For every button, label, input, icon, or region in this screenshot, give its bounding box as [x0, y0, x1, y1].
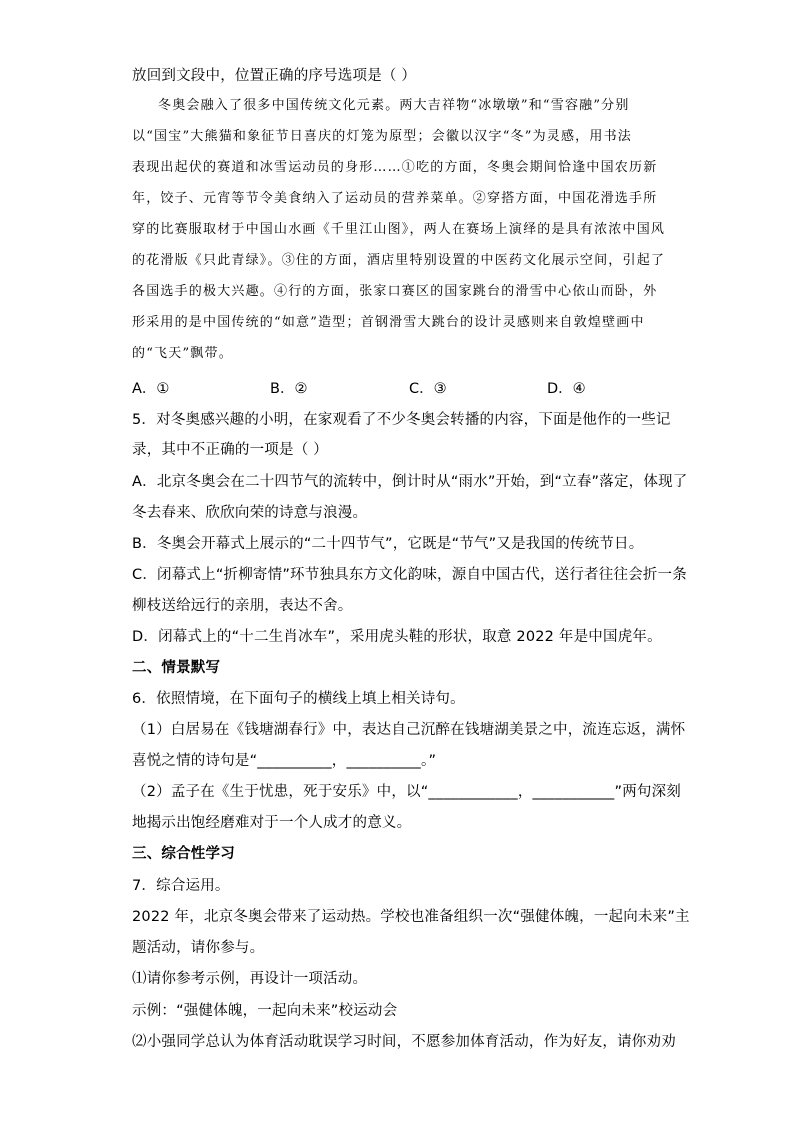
q7-stem: 7．综合运用。	[132, 878, 230, 894]
q5-option-c[interactable]: C．闭幕式上“折柳寄情”环节独具东方文化韵味，源自中国古代，送行者往往会折一条	[132, 567, 687, 583]
q5-option-c[interactable]: 柳枝送给远行的亲朋，表达不舍。	[132, 598, 353, 614]
q5-stem: 录，其中不正确的一项是（ ）	[132, 442, 328, 458]
q6-part1-blanks[interactable]: 喜悦之情的诗句是“__________，__________。”	[132, 753, 437, 769]
passage-line: 以“国宝”大熊猫和象征节日喜庆的灯笼为原型；会徽以汉字“冬”为灵感，用书法	[132, 129, 632, 144]
passage-line: 各国选手的极大兴趣。④行的方面，张家口赛区的国家跳台的滑雪中心依山而卧，外	[132, 284, 658, 299]
q7-context: 2022 年，北京冬奥会带来了运动热。学校也准备组织一次“强健体魄，一起向未来”主	[132, 909, 690, 925]
passage-line: 表现出起伏的赛道和冰雪运动员的身形……①吃的方面，冬奥会期间恰逢中国农历新	[132, 160, 658, 175]
option-d[interactable]: D．④	[547, 381, 586, 397]
q7-context: 题活动，请你参与。	[132, 940, 265, 956]
passage-line: 的“飞天”飘带。	[132, 346, 233, 361]
q6-stem: 6．依照情境，在下面句子的横线上填上相关诗句。	[132, 691, 465, 707]
q4-options	[132, 379, 652, 399]
q5-option-b[interactable]: B．冬奥会开幕式上展示的“二十四节气”，它既是“节气”又是我国的传统节日。	[132, 536, 644, 552]
passage-line: 的花滑版《只此青绿》。③住的方面，酒店里特别设置的中医药文化展示空间，引起了	[132, 253, 666, 268]
passage-line: 冬奥会融入了很多中国传统文化元素。两大吉祥物“冰墩墩”和“雪容融”分别	[158, 98, 630, 113]
q7-subquestion-1: ⑴请你参考示例，再设计一项活动。	[132, 971, 368, 987]
section-heading: 二、情景默写	[132, 660, 221, 676]
q5-option-a[interactable]: A．北京冬奥会在二十四节气的流转中，倒计时从“雨水”开始，到“立春”落定，体现了	[132, 474, 688, 490]
q7-example: 示例：“强健体魄，一起向未来”校运动会	[132, 1003, 398, 1019]
passage-line: 年，饺子、元宵等节令美食纳入了运动员的营养菜单。②穿搭方面，中国花滑选手所	[132, 191, 658, 206]
passage-line: 形采用的是中国传统的“如意”造型；首钢滑雪大跳台的设计灵感则来自敦煌壁画中	[132, 315, 645, 330]
q6-part2: 地揭示出饱经磨难对于一个人成才的意义。	[132, 815, 412, 831]
option-b[interactable]: B．②	[270, 381, 308, 397]
q5-stem: 5．对冬奥感兴趣的小明，在家观看了不少冬奥会转播的内容，下面是他作的一些记	[132, 412, 671, 428]
q5-option-d[interactable]: D．闭幕式上的“十二生肖冰车”，采用虎头鞋的形状，取意 2022 年是中国虎年。	[132, 629, 662, 645]
q5-option-a[interactable]: 冬去春来、欣欣向荣的诗意与浪漫。	[132, 505, 368, 521]
option-c[interactable]: C．③	[409, 381, 447, 397]
section-heading: 三、综合性学习	[132, 846, 235, 862]
passage-line: 穿的比赛服取材于中国山水画《千里江山图》，两人在赛场上演绎的是具有浓浓中国风	[132, 222, 666, 237]
q7-subquestion-2: ⑵小强同学总认为体育活动耽误学习时间，不愿参加体育活动，作为好友，请你劝劝	[132, 1034, 676, 1050]
question-intro-line: 放回到文段中，位置正确的序号选项是（ ）	[132, 68, 417, 84]
q6-part2-blanks[interactable]: （2）孟子在《生于忧患，死于安乐》中，以“____________，___________”两句深刻	[132, 784, 681, 800]
q6-part1: （1）白居易在《钱塘湖春行》中，表达自己沉醉在钱塘湖美景之中，流连忘返，满怀	[132, 722, 686, 738]
option-a[interactable]: A．①	[132, 381, 170, 397]
